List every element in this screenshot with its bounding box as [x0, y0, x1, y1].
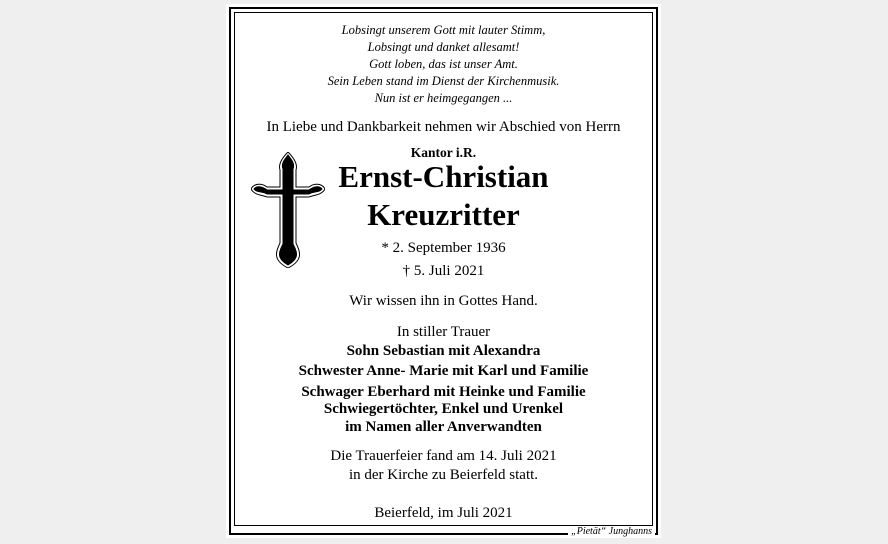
mourner-line-4: Schwiegertöchter, Enkel und Urenkel — [323, 401, 564, 417]
verse-line-4: Sein Leben stand im Dienst der Kirchenmusik. — [327, 74, 560, 88]
notice-content — [234, 12, 653, 526]
deceased-first-name: Ernst-Christian — [338, 159, 549, 194]
mourner-line-3: Schwager Eberhard mit Heinke und Familie — [301, 384, 586, 400]
funeral-line-1: Die Trauerfeier fand am 14. Juli 2021 — [330, 448, 557, 464]
intro-line: In Liebe und Dankbarkeit nehmen wir Abschied von Herrn — [266, 119, 621, 135]
obituary-notice — [226, 4, 661, 538]
mourner-line-5: im Namen aller Anverwandten — [345, 419, 542, 435]
verse-line-5: Nun ist er heimgegangen ... — [374, 91, 513, 105]
undertaker-credit: „Pietät“ Junghanns — [568, 526, 655, 538]
verse-line-3: Gott loben, das ist unser Amt. — [369, 57, 518, 71]
birth-date: * 2. September 1936 — [381, 240, 506, 256]
place-date: Beierfeld, im Juli 2021 — [374, 505, 513, 521]
deceased-title: Kantor i.R. — [410, 145, 477, 160]
verse-line-1: Lobsingt unserem Gott mit lauter Stimm, — [341, 23, 546, 37]
mourning-intro: In stiller Trauer — [396, 324, 491, 340]
faith-line: Wir wissen ihn in Gottes Hand. — [349, 293, 538, 309]
deceased-last-name: Kreuzritter — [367, 197, 520, 232]
funeral-line-2: in der Kirche zu Beierfeld statt. — [348, 467, 539, 483]
mourner-line-1: Sohn Sebastian mit Alexandra — [346, 343, 541, 359]
mourner-line-2: Schwester Anne- Marie mit Karl und Familie — [298, 363, 589, 379]
death-date: † 5. Juli 2021 — [402, 263, 485, 279]
christian-cross-icon — [251, 152, 325, 268]
verse-line-2: Lobsingt und danket allesamt! — [367, 40, 520, 54]
